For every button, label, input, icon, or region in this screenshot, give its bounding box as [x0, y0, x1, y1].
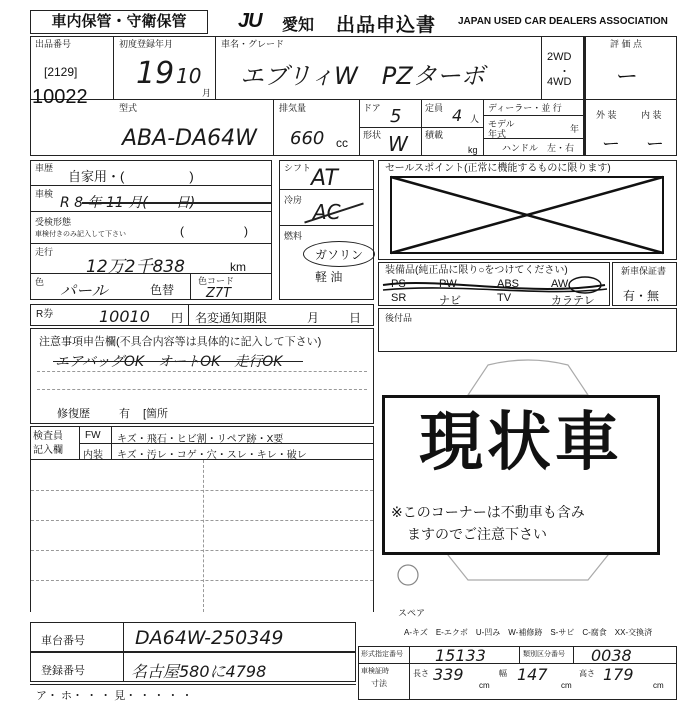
type-number-label: 形式指定番号	[361, 651, 403, 658]
exterior-label: 外 装	[596, 110, 617, 120]
equipment-item: PS	[391, 278, 406, 290]
car-name: エブリィW PZターボ	[240, 62, 485, 90]
fuel-row	[279, 226, 374, 300]
listing-number-label: 出品番号	[35, 39, 72, 49]
repair-place: [箇所	[143, 408, 169, 420]
length-label: 長さ	[413, 669, 429, 678]
listing-number-cell	[30, 36, 114, 108]
color-change-label: 色替	[150, 283, 175, 297]
handle-label: ハンドル 左・右	[502, 143, 575, 153]
recycle-unit: 円	[171, 311, 184, 325]
retrofit-label: 後付品	[385, 313, 413, 323]
spare-tire-icon	[398, 565, 418, 585]
inspector-box	[30, 426, 374, 460]
sales-point-box	[378, 160, 677, 260]
size-label-2: 寸法	[371, 679, 387, 688]
as-is-line-1: ※このコーナーは不動車も含み	[391, 504, 585, 520]
registration-number: 名古屋580に4798	[131, 662, 267, 681]
equipment-item: AW	[551, 278, 569, 290]
recycle-label: R券	[36, 309, 54, 320]
interior-label: 内 装	[641, 110, 662, 120]
model-code: ABA-DA64W	[122, 126, 257, 151]
model-label: 型式	[119, 103, 138, 113]
type-number-box	[358, 646, 677, 700]
ac-row	[279, 190, 374, 226]
warranty-value: 有・無	[623, 289, 660, 303]
interior-value: ー	[646, 134, 664, 154]
inspector-fw: FW	[85, 430, 101, 441]
rating-value: ー	[616, 64, 639, 89]
capacity: 4	[452, 106, 463, 125]
model-year-label: モデル年式	[488, 119, 515, 139]
displacement-label: 排気量	[279, 103, 307, 113]
as-is-title: 現状車	[419, 406, 623, 480]
ju-logo: JU	[238, 10, 262, 32]
listing-number: 10022	[32, 86, 88, 108]
association-name: JAPAN USED CAR DEALERS ASSOCIATION	[458, 16, 668, 27]
month-unit: 月	[202, 88, 212, 98]
load-label: 積載	[425, 130, 444, 140]
usage-label: 車歴	[35, 163, 54, 173]
mileage-unit: km	[230, 260, 246, 274]
body-shape: W	[388, 132, 408, 156]
warranty-box	[612, 262, 677, 306]
mileage-row	[30, 244, 272, 277]
spare-label: スペア	[398, 608, 426, 618]
inspector-interior-items: キズ・汚レ・コゲ・穴・スレ・キレ・破レ	[117, 450, 307, 461]
dealer-label: ディーラー・並 行	[488, 103, 562, 113]
inspection-value: R 8 年 11 月( 日)	[60, 195, 196, 211]
displacement: 660	[290, 128, 325, 149]
equipment-item: ABS	[497, 278, 520, 290]
equipment-label: 装備品(純正品に限り○をつけてください)	[385, 265, 568, 276]
declaration-label: 注意事項申告欄(不具合内容等は具体的に記入して下さい)	[39, 336, 322, 348]
registration-row	[30, 652, 356, 682]
recycle-value: 10010	[99, 307, 150, 326]
ac-value: AC	[313, 200, 341, 224]
dealer-cell	[484, 100, 584, 156]
shape-label: 形状	[363, 130, 382, 140]
displacement-cell	[274, 100, 360, 156]
equipment-item: SR	[391, 292, 407, 304]
equipment-box	[378, 262, 610, 306]
inspector-interior: 内装	[83, 450, 103, 461]
inspector-label-1: 検査員	[33, 431, 63, 442]
retrofit-box	[378, 308, 677, 352]
name-change-label: 名変通知期限	[195, 311, 268, 325]
shift-row	[279, 160, 374, 190]
capacity-label: 定員	[425, 103, 444, 113]
ac-label: 冷房	[284, 195, 303, 205]
class-number-label: 類別区分番号	[523, 651, 565, 658]
fuel-label: 燃料	[284, 231, 303, 241]
color-row	[30, 274, 272, 300]
door-count: 5	[390, 106, 402, 127]
color-label: 色	[35, 277, 45, 287]
inspector-label-2: 記入欄	[33, 445, 63, 456]
usage-value: 自家用・( )	[68, 169, 194, 184]
registration-year: 19	[136, 56, 175, 91]
mileage-label: 走行	[35, 247, 54, 257]
model-year-unit: 年	[570, 124, 580, 134]
form-title: 出品申込書	[336, 15, 437, 36]
drive-dot: ・	[559, 66, 570, 78]
inspection-form-label: 受検形態	[35, 217, 72, 227]
color-code-label: 色コード	[198, 276, 235, 286]
inspection-form-paren: ( )	[180, 224, 248, 238]
first-registration-cell	[114, 36, 216, 100]
sales-point-crossout	[379, 161, 678, 261]
car-name-label: 車名・グレード	[221, 39, 285, 49]
declaration-text: エアバッグOK オートOK 走行OK	[55, 354, 283, 370]
capacity-unit: 人	[470, 114, 480, 124]
listing-number-small: [2129]	[44, 65, 78, 79]
capacity-cell	[422, 100, 484, 156]
as-is-notice	[382, 395, 660, 555]
color-code: Z7T	[206, 286, 232, 301]
usage-row	[30, 160, 272, 186]
door-shape-cell	[360, 100, 422, 156]
inspection-row	[30, 186, 272, 212]
bottom-last-row: ア・ ホ・ ・ ・ 見・ ・ ・ ・ ・	[30, 684, 356, 700]
fuel-diesel: 軽 油	[315, 270, 343, 284]
displacement-unit: cc	[336, 136, 348, 150]
drive-2wd: 2WD	[547, 51, 572, 63]
height-value: 179	[603, 665, 634, 684]
chassis-row	[30, 622, 356, 652]
sales-point-label: セールスポイント(正常に機能するものに限ります)	[385, 163, 611, 174]
model-cell	[114, 100, 274, 156]
as-is-line-2: ますのでご注意下さい	[407, 526, 547, 542]
height-label: 高さ	[579, 669, 595, 678]
repair-label: 修復歴	[57, 408, 90, 420]
class-number: 0038	[591, 646, 632, 665]
rating-detail-cell	[584, 100, 677, 156]
registration-month: 10	[176, 64, 202, 88]
chassis-label: 車台番号	[41, 635, 85, 647]
height-unit: cm	[653, 681, 664, 690]
shift-value: AT	[311, 166, 338, 191]
rating-label: 評 価 点	[610, 39, 643, 49]
load-unit: kg	[468, 145, 478, 155]
width-label: 幅	[499, 669, 507, 678]
exterior-value: ー	[602, 134, 620, 154]
rating-cell	[584, 36, 677, 100]
fuel-gasoline: ガソリン	[315, 248, 364, 262]
name-change-month: 月	[307, 311, 320, 325]
equipment-strike	[379, 263, 611, 307]
inspection-form-row	[30, 212, 272, 244]
car-name-cell	[216, 36, 542, 100]
inspection-form-note: 車検付きのみ記入して下さい	[35, 231, 126, 238]
equipment-item: カラテレ	[551, 295, 595, 307]
length-unit: cm	[479, 681, 490, 690]
equipment-item: ナビ	[439, 295, 461, 307]
shift-label: シフト	[284, 163, 312, 173]
width-value: 147	[517, 665, 548, 684]
org-name: 愛知	[282, 17, 315, 34]
equipment-item: TV	[497, 292, 512, 304]
name-change-day: 日	[349, 311, 362, 325]
equipment-item: PW	[439, 278, 457, 290]
inspector-lines	[30, 460, 374, 612]
inspector-fw-items: キズ・飛石・ヒビ割・リペア跡・X要	[117, 434, 284, 445]
inspection-label: 車検	[35, 189, 54, 199]
length-value: 339	[433, 665, 464, 684]
repair-value: 有	[119, 408, 130, 420]
recycle-row	[30, 304, 374, 326]
drive-4wd: 4WD	[547, 76, 572, 88]
chassis-number: DA64W-250349	[135, 627, 284, 649]
declaration-box	[30, 328, 374, 424]
first-registration-label: 初度登録年月	[119, 39, 174, 49]
warranty-label: 新車保証書	[621, 266, 667, 276]
storage-type-box: 車内保管・守衛保管	[30, 10, 208, 34]
color-value: パール	[60, 281, 108, 300]
drive-type-cell	[542, 36, 584, 100]
damage-legend: A-キズ E-エクボ U-凹み W-補修跡 S-サビ C-腐食 XX-交換済	[404, 628, 653, 637]
mileage-value: 12万2千838	[86, 257, 185, 277]
width-unit: cm	[561, 681, 572, 690]
door-label: ドア	[363, 103, 381, 113]
type-number: 15133	[435, 646, 486, 665]
size-label: 車検証時	[361, 668, 389, 675]
registration-label: 登録番号	[41, 665, 85, 677]
